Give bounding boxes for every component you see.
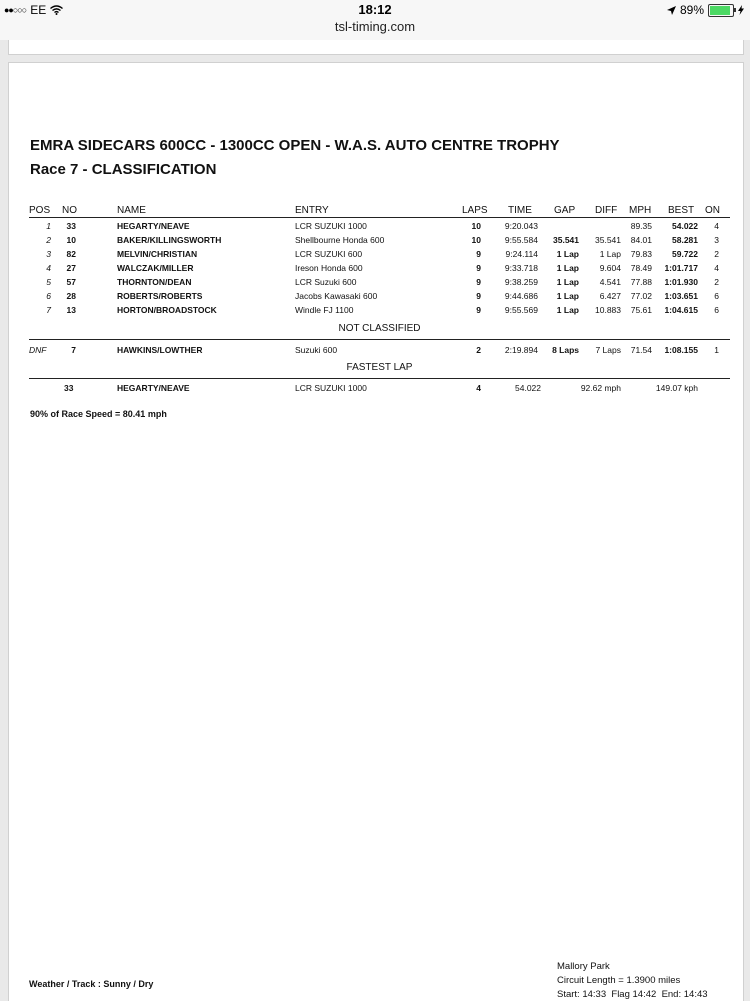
cell-mph: 77.02: [630, 291, 652, 301]
fastest-time: 54.022: [515, 383, 541, 393]
cell-entry: Suzuki 600: [295, 345, 338, 355]
cell-laps: 10: [471, 235, 481, 245]
race-times: Start: 14:33 Flag 14:42 End: 14:43: [557, 989, 708, 1000]
cell-best: 1:01.717: [664, 263, 698, 273]
header-mph: MPH: [629, 205, 652, 216]
cell-pos: 3: [46, 249, 51, 259]
cell-name: HORTON/BROADSTOCK: [117, 305, 217, 315]
cell-pos: DNF: [29, 345, 47, 355]
cell-best: 1:04.615: [664, 305, 698, 315]
fastest-no: 33: [64, 383, 74, 393]
cell-gap: 35.541: [553, 235, 579, 245]
cell-best: 1:01.930: [664, 277, 698, 287]
cell-pos: 5: [46, 277, 51, 287]
cell-entry: LCR Suzuki 600: [295, 277, 357, 287]
header-diff: DIFF: [595, 205, 618, 216]
header-on: ON: [705, 205, 720, 216]
cell-name: HAWKINS/LOWTHER: [117, 345, 203, 355]
fastest-name: HEGARTY/NEAVE: [117, 383, 190, 393]
report-title: EMRA SIDECARS 600CC - 1300CC OPEN - W.A.S. AUTO CENTRE TROPHY: [30, 137, 560, 154]
venue: Mallory Park: [557, 961, 610, 972]
cell-gap: 8 Laps: [552, 345, 579, 355]
circuit-length: Circuit Length = 1.3900 miles: [557, 975, 681, 986]
cell-name: THORNTON/DEAN: [117, 277, 192, 287]
address-bar-url[interactable]: tsl-timing.com: [334, 19, 416, 34]
cell-time: 9:33.718: [504, 263, 538, 273]
not-classified-rule: [29, 339, 730, 340]
cell-mph: 78.49: [630, 263, 652, 273]
fastest-mph: 92.62 mph: [580, 383, 621, 393]
cell-diff: 1 Lap: [599, 249, 621, 259]
cell-pos: 7: [46, 305, 51, 315]
not-classified-heading: NOT CLASSIFIED: [338, 323, 421, 334]
cell-on: 3: [714, 235, 719, 245]
charging-bolt-icon: [738, 5, 744, 15]
header-rule: [29, 217, 730, 218]
cell-best: 58.281: [672, 235, 698, 245]
cell-pos: 2: [46, 235, 51, 245]
cell-best: 1:03.651: [664, 291, 698, 301]
header-laps: LAPS: [462, 205, 488, 216]
cell-no: 7: [71, 345, 76, 355]
signal-icon: ●●○○○: [4, 5, 27, 15]
weather-track: Weather / Track : Sunny / Dry: [29, 979, 154, 989]
fastest-lap-heading: FASTEST LAP: [346, 362, 413, 373]
cell-entry: LCR SUZUKI 600: [295, 249, 363, 259]
cell-no: 13: [66, 305, 76, 315]
cell-name: ROBERTS/ROBERTS: [117, 291, 203, 301]
cell-best: 59.722: [672, 249, 698, 259]
cell-on: 6: [714, 291, 719, 301]
cell-mph: 75.61: [630, 305, 652, 315]
cell-gap: 1 Lap: [556, 291, 579, 301]
cell-laps: 9: [476, 291, 481, 301]
cell-time: 9:55.584: [504, 235, 538, 245]
cell-mph: 84.01: [630, 235, 652, 245]
cell-time: 9:20.043: [504, 221, 538, 231]
header-no: NO: [62, 205, 77, 216]
cell-time: 9:38.259: [504, 277, 538, 287]
cell-on: 6: [714, 305, 719, 315]
cell-no: 57: [66, 277, 76, 287]
results-page: [8, 62, 744, 1001]
cell-best: 54.022: [672, 221, 698, 231]
location-arrow-icon: [667, 6, 676, 15]
cell-name: WALCZAK/MILLER: [117, 263, 194, 273]
fastest-lap-number: 4: [476, 383, 481, 393]
cell-entry: Ireson Honda 600: [295, 263, 363, 273]
cell-entry: Shellbourne Honda 600: [295, 235, 385, 245]
cell-diff: 4.541: [599, 277, 621, 287]
cell-mph: 77.88: [630, 277, 652, 287]
cell-name: BAKER/KILLINGSWORTH: [117, 235, 222, 245]
cell-on: 4: [714, 221, 719, 231]
cell-mph: 89.35: [630, 221, 652, 231]
header-pos: POS: [29, 205, 51, 216]
cell-time: 9:55.569: [504, 305, 538, 315]
fastest-lap-rule: [29, 378, 730, 379]
header-name: NAME: [117, 205, 146, 216]
cell-diff: 10.883: [595, 305, 621, 315]
cell-diff: 9.604: [599, 263, 621, 273]
cell-pos: 1: [46, 221, 51, 231]
cell-mph: 79.83: [630, 249, 652, 259]
cell-pos: 4: [46, 263, 51, 273]
fastest-kph: 149.07 kph: [655, 383, 698, 393]
cell-laps: 10: [471, 221, 481, 231]
fastest-entry: LCR SUZUKI 1000: [295, 383, 367, 393]
cell-time: 9:44.686: [504, 291, 538, 301]
cell-time: 2:19.894: [504, 345, 538, 355]
cell-time: 9:24.114: [505, 249, 538, 259]
cell-diff: 6.427: [599, 291, 621, 301]
cell-name: MELVIN/CHRISTIAN: [117, 249, 198, 259]
cell-no: 10: [66, 235, 76, 245]
header-best: BEST: [668, 205, 695, 216]
status-bar: [0, 0, 750, 40]
race-speed-note: 90% of Race Speed = 80.41 mph: [30, 409, 167, 419]
cell-on: 2: [714, 277, 719, 287]
cell-laps: 9: [476, 305, 481, 315]
cell-entry: LCR SUZUKI 1000: [295, 221, 367, 231]
status-right: [667, 3, 744, 17]
cell-no: 33: [66, 221, 76, 231]
cell-laps: 9: [476, 249, 481, 259]
cell-laps: 2: [476, 345, 481, 355]
cell-laps: 9: [476, 277, 481, 287]
previous-page-edge: [8, 40, 744, 55]
cell-entry: Jacobs Kawasaki 600: [295, 291, 378, 301]
battery-icon: [708, 4, 734, 17]
header-time: TIME: [508, 205, 532, 216]
cell-no: 28: [66, 291, 76, 301]
clock: 18:12: [358, 2, 392, 17]
cell-name: HEGARTY/NEAVE: [117, 221, 190, 231]
cell-pos: 6: [46, 291, 51, 301]
cell-diff: 7 Laps: [595, 345, 621, 355]
cell-on: 2: [714, 249, 719, 259]
header-entry: ENTRY: [295, 205, 329, 216]
carrier-label: EE: [30, 3, 47, 17]
battery-percent: 89%: [679, 3, 704, 17]
cell-gap: 1 Lap: [556, 305, 579, 315]
cell-gap: 1 Lap: [556, 249, 579, 259]
cell-laps: 9: [476, 263, 481, 273]
cell-no: 82: [66, 249, 76, 259]
header-gap: GAP: [554, 205, 576, 216]
cell-on: 4: [714, 263, 719, 273]
cell-no: 27: [66, 263, 76, 273]
cell-on: 1: [714, 345, 719, 355]
cell-gap: 1 Lap: [556, 263, 579, 273]
cell-diff: 35.541: [595, 235, 621, 245]
cell-gap: 1 Lap: [556, 277, 579, 287]
cell-entry: Windle FJ 1100: [295, 305, 354, 315]
cell-best: 1:08.155: [664, 345, 698, 355]
cell-mph: 71.54: [630, 345, 652, 355]
report-subtitle: Race 7 - CLASSIFICATION: [30, 161, 217, 178]
